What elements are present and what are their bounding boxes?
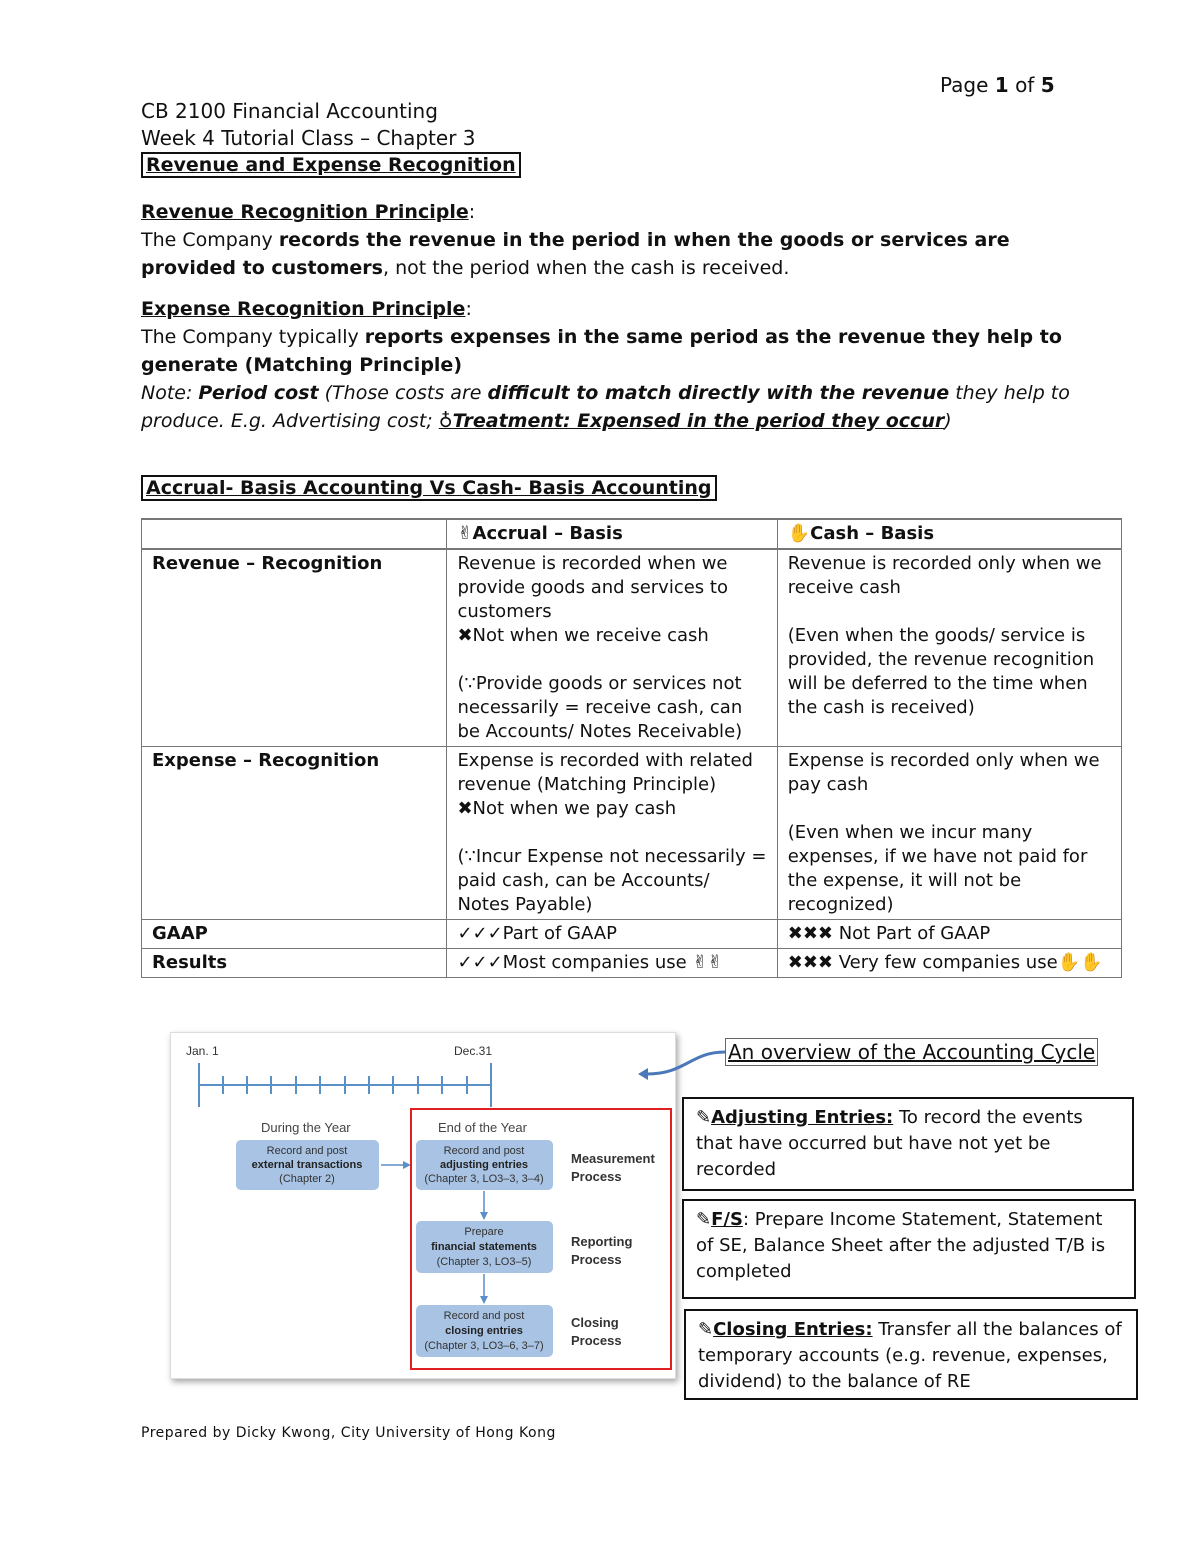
page-label: Page [940, 73, 989, 97]
note-text-3: they help to produce. E.g. Advertising cost; [141, 382, 1070, 432]
cell-expense-accrual [447, 747, 777, 920]
revenue-accrual-3: (∵Provide goods or services not necessarily = receive cash, can be Accounts/ Notes Receivable) [457, 673, 743, 742]
accounting-cycle-diagram [171, 1033, 675, 1378]
box2-line2: adjusting entries [439, 1159, 529, 1171]
cell-results-accrual: ✓✓✓Most companies use ✌✌ [447, 949, 777, 978]
fs-note [682, 1199, 1136, 1299]
footer: Prepared by Dicky Kwong, City University of Hong Kong [141, 1425, 556, 1441]
table-header-row [142, 519, 1122, 549]
arrow-head-1 [403, 1161, 411, 1169]
course-title: CB 2100 Financial Accounting [141, 99, 438, 123]
table-row [142, 920, 1122, 949]
revenue-principle-heading: Revenue Recognition Principle [141, 201, 469, 223]
overview-arrow-head [638, 1068, 648, 1080]
box1-line2: external transactions [251, 1159, 363, 1171]
proc3-line1: Closing [571, 1315, 619, 1330]
col-accrual-header [447, 519, 777, 549]
revenue-cash-1: Revenue is recorded only when we receive cash [787, 553, 1102, 598]
table-header-empty [142, 519, 447, 549]
adjusting-label: Adjusting Entries: [711, 1107, 894, 1128]
box2-line3: (Chapter 3, LO3–3, 3–4) [424, 1173, 544, 1185]
cell-gaap-cash: ✖✖✖ Not Part of GAAP [777, 920, 1121, 949]
cash-hand-icon: ✋ [787, 523, 811, 544]
expense-cash-1: Expense is recorded only when we pay cash [787, 750, 1100, 795]
cell-results-cash: ✖✖✖ Very few companies use✋✋ [777, 949, 1121, 978]
pencil-icon: ✎ [698, 1319, 714, 1340]
comparison-table [141, 518, 1122, 978]
jan-label: Jan. 1 [186, 1044, 219, 1058]
box2-line1: Record and post [443, 1145, 525, 1157]
proc1-line2: Process [571, 1169, 622, 1184]
fs-label: F/S [711, 1209, 743, 1230]
comparison-title-box [141, 475, 717, 501]
expense-principle-heading: Expense Recognition Principle [141, 298, 466, 320]
revenue-text-1: The Company [141, 229, 279, 251]
note-prefix: Note: [141, 382, 199, 404]
comparison-title: Accrual- Basis Accounting Vs Cash- Basis Accounting [141, 475, 717, 501]
row-label-results: Results [142, 949, 447, 978]
expense-principle [141, 295, 1071, 435]
revenue-cash-2: (Even when the goods/ service is provided, the revenue recognition will be deferred to the time when the cash is received) [787, 625, 1095, 718]
box4-line2: closing entries [445, 1325, 523, 1337]
pencil-icon: ✎ [696, 1107, 712, 1128]
note-close: ) [944, 410, 952, 432]
arrow-head-2 [480, 1212, 488, 1220]
row-label-expense: Expense – Recognition [142, 747, 447, 920]
revenue-colon: : [468, 201, 476, 223]
box1-line1: Record and post [266, 1145, 348, 1157]
revenue-text-2: , not the period when the cash is received. [382, 257, 790, 279]
adjusting-entries-note [682, 1097, 1134, 1191]
col-accrual-label: Accrual – Basis [472, 523, 623, 544]
note-period-cost: Period cost [198, 382, 319, 404]
table-row [142, 949, 1122, 978]
page-of: of [1015, 73, 1035, 97]
accrual-hand-icon: ✌ [457, 523, 473, 544]
page-number [940, 73, 1055, 97]
proc2-line2: Process [571, 1252, 622, 1267]
page-total: 5 [1040, 73, 1055, 97]
accounting-cycle-overview-label: An overview of the Accounting Cycle [725, 1038, 1098, 1066]
during-year-label: During the Year [261, 1120, 351, 1135]
note-treatment: Treatment: Expensed in the period they occur [452, 410, 945, 432]
proc3-line2: Process [571, 1333, 622, 1348]
col-cash-label: Cash – Basis [810, 523, 935, 544]
table-row [142, 549, 1122, 747]
row-label-revenue: Revenue – Recognition [142, 549, 447, 747]
note-text-2: (Those costs are [318, 382, 488, 404]
box1-line3: (Chapter 2) [279, 1173, 335, 1185]
expense-bold-1: reports expenses in the same period as the revenue they help to generate (Matching Principle) [141, 326, 1062, 376]
doc-title-box [141, 152, 521, 178]
arrow-head-3 [480, 1296, 488, 1304]
note-bold-2: difficult to match directly with the revenue [487, 382, 950, 404]
box4-line1: Record and post [443, 1310, 525, 1322]
expense-cash-2: (Even when we incur many expenses, if we have not paid for the expense, it will not be recognized) [787, 822, 1088, 915]
box4-line3: (Chapter 3, LO3–6, 3–7) [424, 1340, 544, 1352]
expense-accrual-1: Expense is recorded with related revenue (Matching Principle) [457, 750, 753, 795]
expense-accrual-3: (∵Incur Expense not necessarily = paid cash, can be Accounts/ Notes Payable) [457, 846, 767, 915]
period-cost-note [141, 382, 1070, 432]
overview-arrow-line [645, 1052, 725, 1074]
table-row [142, 747, 1122, 920]
closing-entries-note [684, 1309, 1138, 1400]
dec-label: Dec.31 [454, 1044, 493, 1058]
proc1-line1: Measurement [571, 1151, 655, 1166]
expense-accrual-2: ✖Not when we pay cash [457, 798, 677, 819]
box3-line3: (Chapter 3, LO3–5) [436, 1256, 532, 1268]
col-cash-header [777, 519, 1121, 549]
box3-line2: financial statements [431, 1241, 537, 1253]
cell-revenue-accrual [447, 549, 777, 747]
revenue-accrual-2: ✖Not when we receive cash [457, 625, 709, 646]
expense-text-1: The Company typically [141, 326, 365, 348]
proc2-line1: Reporting [571, 1234, 633, 1249]
revenue-principle [141, 198, 1071, 282]
revenue-accrual-1: Revenue is recorded when we provide goods and services to customers [457, 553, 728, 622]
expense-colon: : [465, 298, 472, 320]
revenue-bold-1: records the revenue in the period in when the goods or services are provided to customers [141, 229, 1010, 279]
end-year-label: End of the Year [438, 1120, 527, 1135]
closing-text: Transfer all the balances of temporary accounts (e.g. revenue, expenses, dividend) to the balance of RE [698, 1319, 1122, 1392]
accounting-cycle-figure [170, 1032, 676, 1379]
fs-text: : Prepare Income Statement, Statement of SE, Balance Sheet after the adjusted T/B is completed [696, 1209, 1106, 1282]
box3-line1: Prepare [464, 1226, 504, 1238]
doc-title: Revenue and Expense Recognition [141, 152, 521, 178]
row-label-gaap: GAAP [142, 920, 447, 949]
cell-expense-cash [777, 747, 1121, 920]
page-current: 1 [994, 73, 1009, 97]
pencil-icon: ✎ [696, 1209, 712, 1230]
week-title: Week 4 Tutorial Class – Chapter 3 [141, 126, 476, 150]
cell-gaap-accrual: ✓✓✓Part of GAAP [447, 920, 777, 949]
cell-revenue-cash [777, 549, 1121, 747]
overview-arrow [630, 1040, 730, 1085]
adjusting-text: To record the events that have occurred but have not yet be recorded [696, 1107, 1083, 1180]
treatment-icon: ♁ [438, 410, 453, 432]
closing-label: Closing Entries: [713, 1319, 873, 1340]
